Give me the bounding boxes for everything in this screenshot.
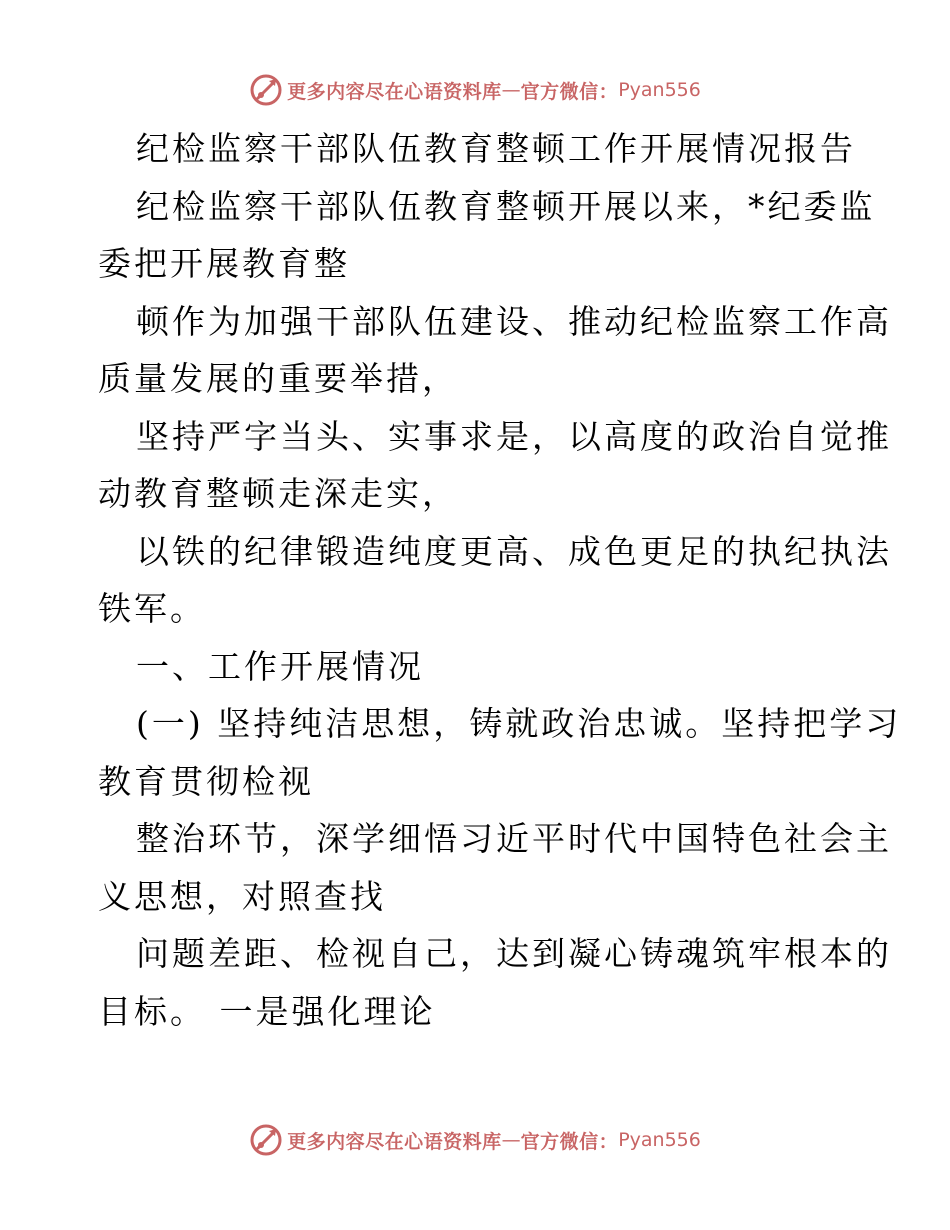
paragraph-line: 纪检监察干部队伍教育整顿开展以来，*纪委监 xyxy=(136,186,876,226)
section-heading: 一、工作开展情况 xyxy=(136,646,424,686)
paragraph-line: 质量发展的重要举措， xyxy=(98,359,458,398)
watermark-separator: — xyxy=(501,79,521,101)
paragraph-line: 坚持严字当头、实事求是，以高度的政治自觉推 xyxy=(136,416,892,456)
paragraph-line: 铁军。 xyxy=(98,589,206,628)
paragraph-line: 委把开展教育整 xyxy=(98,244,350,283)
watermark-wechat-label: 官方微信： xyxy=(520,1130,619,1153)
document-body xyxy=(98,120,902,1040)
watermark-wechat-id: Pyan556 xyxy=(618,1129,701,1151)
document-title: 纪检监察干部队伍教育整顿工作开展情况报告 xyxy=(136,129,856,168)
logo-icon xyxy=(249,73,283,107)
subsection-heading: (一) 坚持纯洁思想，铸就政治忠诚。坚持把学习 xyxy=(136,704,902,743)
logo-icon xyxy=(249,1123,283,1157)
paragraph-line: 教育贯彻检视 xyxy=(98,761,314,801)
watermark-wechat-id: Pyan556 xyxy=(618,79,701,101)
watermark-site-text: 更多内容尽在心语资料库 xyxy=(287,80,502,103)
paragraph-line: 顿作为加强干部队伍建设、推动纪检监察工作高 xyxy=(136,301,892,341)
paragraph-line: 动教育整顿走深走实， xyxy=(98,474,458,513)
paragraph-line: 义思想，对照查找 xyxy=(98,876,386,916)
paragraph-line: 整治环节，深学细悟习近平时代中国特色社会主 xyxy=(136,819,892,858)
watermark-site-text: 更多内容尽在心语资料库 xyxy=(287,1130,502,1153)
watermark-wechat-label: 官方微信： xyxy=(520,80,619,103)
watermark-separator: — xyxy=(501,1129,521,1151)
footer-watermark xyxy=(0,1120,950,1160)
paragraph-line: 问题差距、检视自己，达到凝心铸魂筑牢根本的 xyxy=(136,934,892,973)
header-watermark xyxy=(0,70,950,110)
paragraph-line: 以铁的纪律锻造纯度更高、成色更足的执纪执法 xyxy=(136,531,892,571)
paragraph-line: 目标。 一是强化理论 xyxy=(98,991,436,1031)
